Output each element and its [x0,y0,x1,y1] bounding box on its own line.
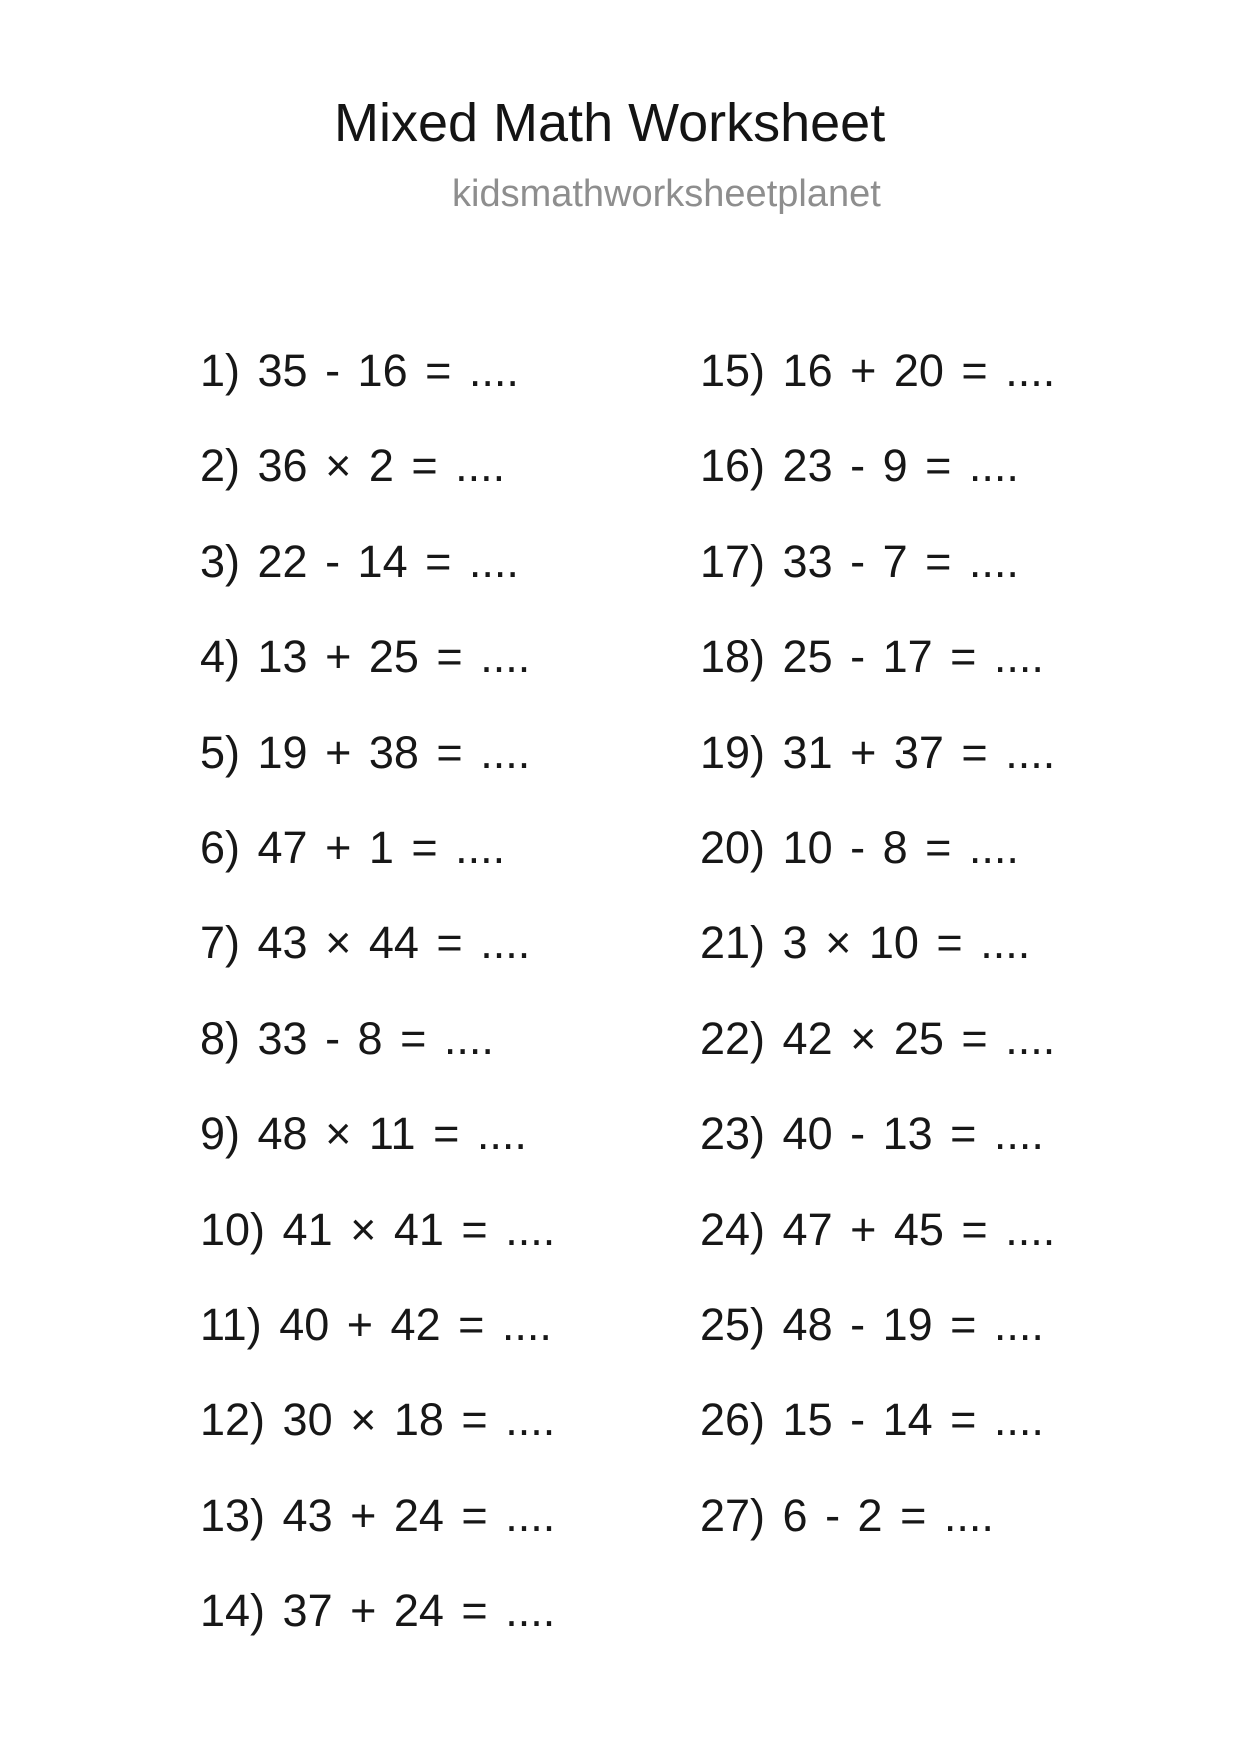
problem-item: 14) 37 + 24 = .... [200,1585,556,1637]
problem-item: 11) 40 + 42 = .... [200,1298,552,1350]
problem-item: 25) 48 - 19 = .... [700,1298,1044,1350]
problem-item: 12) 30 × 18 = .... [200,1394,556,1446]
problem-item: 7) 43 × 44 = .... [200,917,531,969]
problem-item: 1) 35 - 16 = .... [200,345,519,396]
problem-item: 24) 47 + 45 = .... [700,1203,1056,1255]
problem-item: 5) 19 + 38 = .... [200,726,531,778]
problem-item: 3) 22 - 14 = .... [200,535,519,587]
problem-item: 6) 47 + 1 = .... [200,821,506,873]
problem-item: 15) 16 + 20 = .... [700,345,1056,396]
problem-item: 16) 23 - 9 = .... [700,440,1019,492]
problems-column-right [700,323,1055,1563]
page-title: Mixed Math Worksheet [334,93,886,153]
problem-item: 22) 42 × 25 = .... [700,1012,1056,1064]
problems-column-left [200,323,555,1658]
problem-item: 19) 31 + 37 = .... [700,726,1056,778]
problem-item: 9) 48 × 11 = .... [200,1108,527,1160]
problem-item: 27) 6 - 2 = .... [700,1489,994,1541]
problem-item: 10) 41 × 41 = .... [200,1203,556,1255]
problem-item: 20) 10 - 8 = .... [700,821,1019,873]
problem-item: 2) 36 × 2 = .... [200,440,506,492]
problem-item: 4) 13 + 25 = .... [200,631,531,683]
page-subtitle: kidsmathworksheetplanet [452,173,881,215]
problem-item: 13) 43 + 24 = .... [200,1489,556,1541]
problem-item: 23) 40 - 13 = .... [700,1108,1044,1160]
problem-item: 17) 33 - 7 = .... [700,535,1019,587]
problem-item: 18) 25 - 17 = .... [700,631,1044,683]
problem-item: 8) 33 - 8 = .... [200,1012,494,1064]
problem-item: 26) 15 - 14 = .... [700,1394,1044,1446]
problem-item: 21) 3 × 10 = .... [700,917,1031,969]
